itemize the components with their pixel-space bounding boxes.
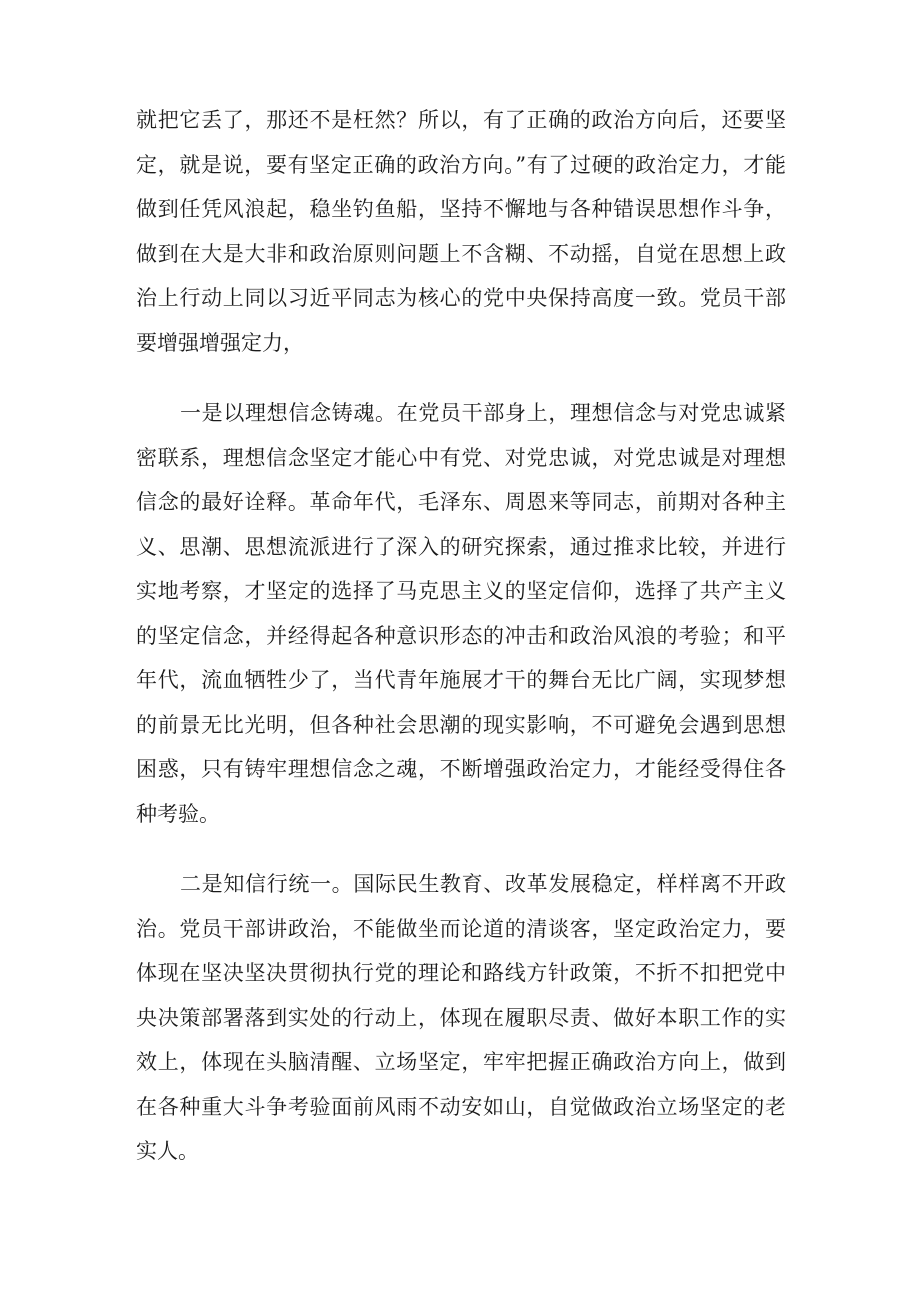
paragraph-point-two: 二是知信行统一。国际民生教育、改革发展稳定，样样离不开政治。党员干部讲政治，不能做坐而论道的清谈客，坚定政治定力，要体现在坚决坚决贯彻执行党的理论和路线方针政策，不折不扣把党中央决策部署落到实处的行动上，体现在履职尽责、做好本职工作的实效上，体现在头脑清醒、立场坚定，牢牢把握正确政治方向上，做到在各种重大斗争考验面前风雨不动安如山，自觉做政治立场坚定的老实人。: [136, 872, 786, 1163]
document-body: [136, 98, 786, 1200]
paragraph-continuation: 就把它丢了，那还不是枉然？所以，有了正确的政治方向后，还要坚定，就是说，要有坚定正确的政治方向。”有了过硬的政治定力，才能做到任凭风浪起，稳坐钓鱼船，坚持不懈地与各种错误思想作斗争，做到在大是大非和政治原则问题上不含糊、不动摇，自觉在思想上政治上行动上同以习近平同志为核心的党中央保持高度一致。党员干部要增强增强定力，: [136, 108, 786, 355]
paragraph-point-one: 一是以理想信念铸魂。在党员干部身上，理想信念与对党忠诚紧密联系，理想信念坚定才能心中有党、对党忠诚，对党忠诚是对理想信念的最好诠释。革命年代，毛泽东、周恩来等同志，前期对各种主义、思潮、思想流派进行了深入的研究探索，通过推求比较，并进行实地考察，才坚定的选择了马克思主义的坚定信仰，选择了共产主义的坚定信念，并经得起各种意识形态的冲击和政治风浪的考验；和平年代，流血牺牲少了，当代青年施展才干的舞台无比广阔，实现梦想的前景无比光明，但各种社会思潮的现实影响，不可避免会遇到思想困惑，只有铸牢理想信念之魂，不断增强政治定力，才能经受得住各种考验。: [136, 401, 786, 826]
